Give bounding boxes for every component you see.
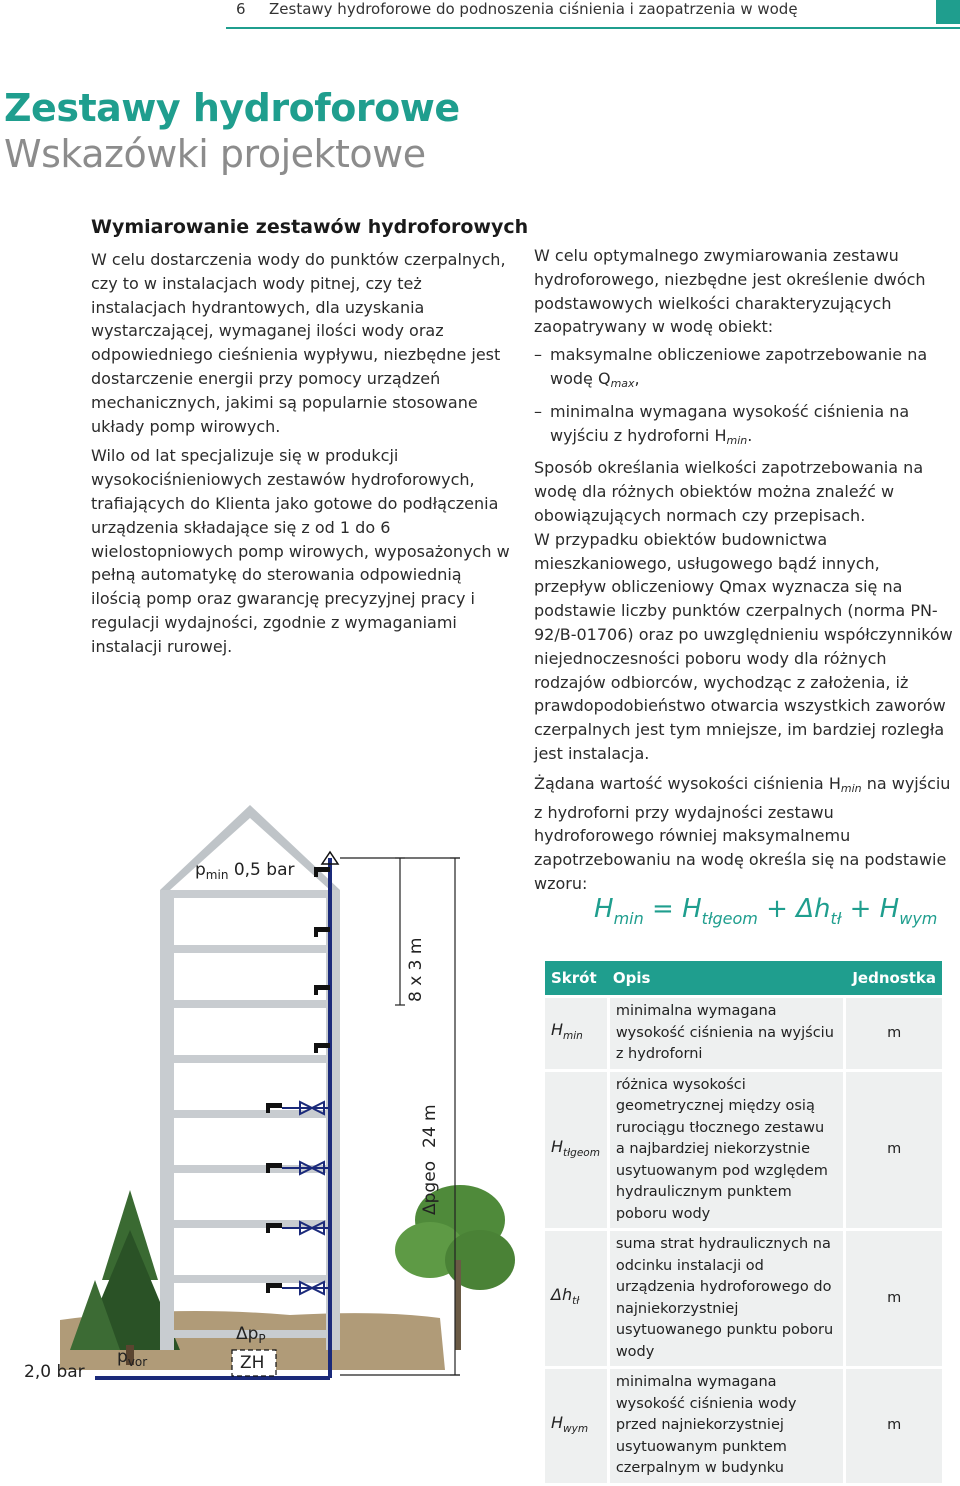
- desc-cell: minimalna wymagana wysokość ciśnienia na wyjściu z hydroforni: [607, 998, 847, 1069]
- abbr-symbol: H: [551, 1412, 564, 1432]
- pressure-formula: [594, 894, 937, 928]
- running-title: Zestawy hydroforowe do podnoszenia ciśnienia i zaopatrzenia w wodę: [269, 0, 798, 18]
- dp-geo-label: Δpgeo: [420, 1160, 440, 1215]
- formula-symbol: H: [594, 894, 614, 924]
- table-header-row: [545, 961, 942, 995]
- dash-bullet: –: [534, 345, 542, 365]
- formula-operator: +: [757, 894, 797, 924]
- right-intro: W celu optymalnego zwymiarowania zestawu hydroforowego, niezbędne jest określenie dwóch podstawowych wielkości charakteryzujących zaopatrywany w wodę obiekt:: [534, 246, 926, 337]
- unit-cell: m: [846, 998, 942, 1069]
- formula-subscript: tł: [830, 909, 842, 928]
- desc-cell: minimalna wymagana wysokość ciśnienia wody przed najniekorzystniej usytuowanym punktem czerpalnym w budynku: [607, 1369, 847, 1483]
- abbr-symbol: Δh: [551, 1285, 573, 1305]
- zh-label: ZH: [240, 1353, 265, 1373]
- page-subtitle: Wskazówki projektowe: [4, 132, 426, 176]
- table-row: [545, 1231, 942, 1366]
- pmin-label: $p_{min}$ 0,5 bar: [195, 860, 295, 882]
- floors-label: 8 x 3 m: [406, 937, 426, 1002]
- right-column: [534, 244, 954, 896]
- column-header-abbr: Skrót: [545, 961, 607, 995]
- page-number: 6: [236, 0, 246, 18]
- abbr-cell: [545, 998, 607, 1069]
- abbr-subscript: min: [563, 1030, 583, 1042]
- abbr-cell: [545, 1369, 607, 1483]
- desc-cell: suma strat hydraulicznych na odcinku instalacji od urządzenia hydroforowego do najniekorzystniej usytuowanego punktu poboru wody: [607, 1231, 847, 1366]
- para4-subscript: min: [840, 781, 862, 795]
- symbol-table: [545, 958, 942, 1486]
- pvor-label: $p_{vor}$: [117, 1347, 148, 1369]
- right-paragraph-2: Sposób określania wielkości zapotrzebowania na wodę dla różnych obiektów można znaleźć w obowiązujących normach czy przepisach.: [534, 458, 924, 525]
- header-rule: [226, 27, 960, 29]
- formula-symbol: H: [879, 894, 900, 924]
- bullet-end: ,: [634, 368, 640, 388]
- dimension-lines: [340, 858, 460, 1375]
- list-item: [534, 343, 954, 396]
- bullet-subscript: max: [610, 376, 635, 390]
- bullet-subscript: min: [726, 433, 748, 447]
- right-paragraph-4: [534, 772, 954, 896]
- table-row: [545, 998, 942, 1069]
- dp-pump-label: $\Delta p_P$: [236, 1324, 266, 1346]
- formula-subscript: wym: [899, 909, 938, 928]
- left-paragraph-2: Wilo od lat specjalizuje się w produkcji wysokociśnieniowych zestawów hydroforowych, trafiających do Klienta jako gotowe do podłączenia urządzenia składające się z od 1 do 6 wielostopniowych pomp wirowych, wyposażonych w pełną automatykę do sterowania odpowiednią ilością pomp oraz gwarancję precyzyjnej pracy i regulacji wydajności, zgodnie z wymaganiami instalacji rurowej.: [91, 446, 510, 656]
- dash-bullet: –: [534, 401, 542, 421]
- formula-subscript: min: [613, 909, 644, 928]
- desc-cell: różnica wysokości geometrycznej między osią rurociągu tłocznego zestawu a najbardziej niekorzystnie usytuowanym pod względem hydraulicznym punktem poboru wody: [607, 1072, 847, 1229]
- formula-symbol: H: [682, 894, 702, 924]
- abbr-cell: [545, 1231, 607, 1366]
- bullet-text: minimalna wymagana wysokość ciśnienia na wyjściu z hydroforni H: [550, 401, 910, 445]
- formula-subscript: tłgeom: [701, 909, 758, 928]
- valves: [282, 1102, 330, 1294]
- page-title: Zestawy hydroforowe: [4, 86, 460, 130]
- para4-start: Żądana wartość wysokości ciśnienia H: [534, 773, 841, 793]
- column-header-desc: Opis: [607, 961, 847, 995]
- list-item: [534, 400, 954, 453]
- inlet-pressure-label: 2,0 bar: [24, 1362, 85, 1382]
- building-diagram: [0, 790, 520, 1410]
- right-paragraph-3: W przypadku obiektów budownictwa mieszkaniowego, usługowego bądź innych, przepływ obliczeniowy Qmax wyznacza się na podstawie liczby punktów czerpalnych (norma PN-92/B-01706) oraz po uwzględnieniu współczynników niejednoczesności poboru wody dla różnych rodzajów odbiorców, wychodząc z założenia, iż prawdopodobieństwo otwarcia wszystkich zaworów czerpalnych jest tym mniejsze, im bardziej rozległa jest instalacja.: [534, 529, 953, 763]
- formula-operator: =: [643, 894, 683, 924]
- corner-mark: [936, 0, 960, 24]
- requirements-list: [534, 343, 954, 452]
- height-label: 24 m: [420, 1104, 440, 1148]
- floor-slabs: [160, 890, 340, 1338]
- abbr-symbol: H: [551, 1136, 564, 1156]
- table-row: [545, 1369, 942, 1483]
- para4-end: na wyjściu z hydroforni przy wydajności zestawu hydroforowego równiej maksymalnemu zapotrzebowaniu na wodę określa się na podstawie wzoru:: [534, 773, 951, 893]
- formula-symbol: Δh: [796, 894, 831, 924]
- building-illustration: [0, 790, 520, 1410]
- left-paragraph-1: W celu dostarczenia wody do punktów czerpalnych, czy to w instalacjach wody pitnej, czy też instalacjach hydrantowych, dla uzyskania wystarczającej, wymaganej ilości wody oraz odpowiedniego cieśnienia wypływu, niezbędne jest dostarczenie energii przy pomocy urządzeń mechanicznych, jakimi są popularnie stosowane układy pomp wirowych.: [91, 250, 506, 436]
- unit-cell: m: [846, 1072, 942, 1229]
- abbr-cell: [545, 1072, 607, 1229]
- unit-cell: m: [846, 1231, 942, 1366]
- bullet-text: maksymalne obliczeniowe zapotrzebowanie na wodę Q: [550, 345, 928, 388]
- abbr-subscript: tłgeom: [563, 1146, 600, 1159]
- abbr-subscript: tł: [572, 1295, 580, 1308]
- section-heading: Wymiarowanie zestawów hydroforowych: [91, 216, 529, 238]
- column-header-unit: Jednostka: [846, 961, 942, 995]
- abbr-symbol: H: [551, 1020, 564, 1039]
- unit-cell: m: [846, 1369, 942, 1483]
- tap-fixtures: [266, 867, 330, 1293]
- left-column: [91, 248, 511, 665]
- table-row: [545, 1072, 942, 1229]
- abbr-subscript: wym: [563, 1422, 589, 1435]
- formula-operator: +: [841, 894, 880, 924]
- bullet-end: .: [747, 425, 753, 445]
